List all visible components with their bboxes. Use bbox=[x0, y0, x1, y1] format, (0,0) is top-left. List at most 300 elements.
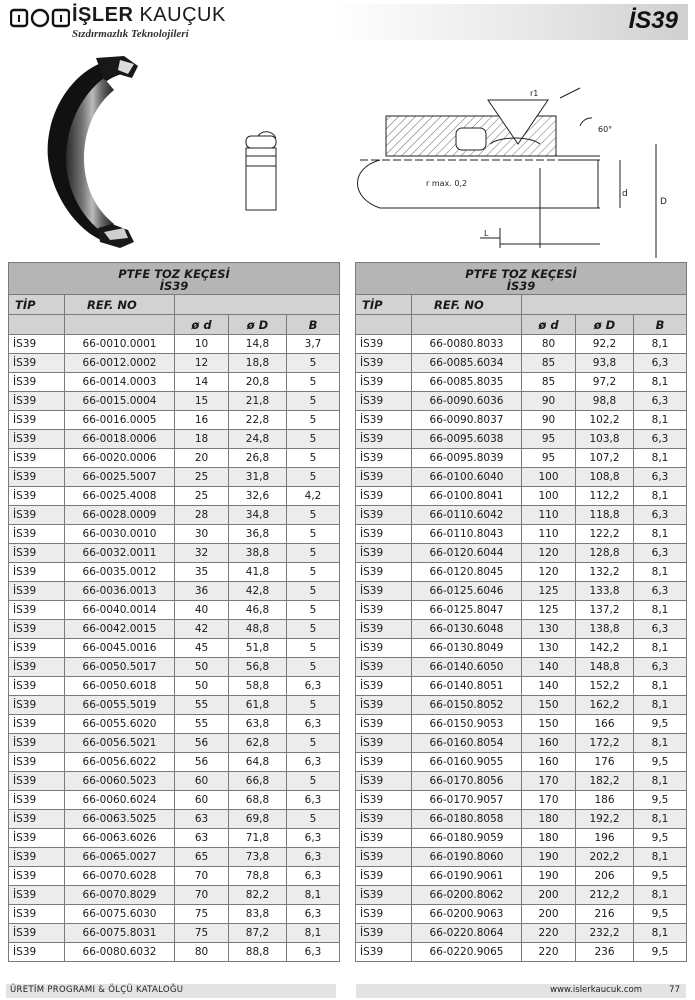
cell-ref-no: 66-0065.0027 bbox=[65, 848, 175, 867]
cell-outer-diameter: 38,8 bbox=[229, 544, 287, 563]
table-row bbox=[356, 905, 687, 924]
table-row bbox=[9, 753, 340, 772]
table-row bbox=[356, 430, 687, 449]
cell-tip: İS39 bbox=[356, 734, 412, 753]
brand-name: İŞLER KAUÇUK bbox=[72, 4, 226, 26]
cell-ref-no: 66-0140.8051 bbox=[412, 677, 522, 696]
cell-width: 8,1 bbox=[634, 525, 687, 544]
cell-tip: İS39 bbox=[9, 829, 65, 848]
footer-catalog-title: ÜRETİM PROGRAMI & ÖLÇÜ KATALOĞU bbox=[10, 985, 184, 995]
col-dims-header bbox=[522, 295, 687, 315]
table-row bbox=[356, 696, 687, 715]
cell-inner-diameter: 190 bbox=[522, 848, 576, 867]
cell-outer-diameter: 142,2 bbox=[576, 639, 634, 658]
cell-ref-no: 66-0130.8049 bbox=[412, 639, 522, 658]
cell-inner-diameter: 220 bbox=[522, 924, 576, 943]
cell-inner-diameter: 60 bbox=[175, 772, 229, 791]
cell-ref-no: 66-0170.9057 bbox=[412, 791, 522, 810]
cell-width: 5 bbox=[287, 506, 340, 525]
page-footer bbox=[0, 982, 695, 1000]
cell-outer-diameter: 98,8 bbox=[576, 392, 634, 411]
cell-tip: İS39 bbox=[356, 715, 412, 734]
cell-tip: İS39 bbox=[356, 411, 412, 430]
cell-ref-no: 66-0045.0016 bbox=[65, 639, 175, 658]
cell-inner-diameter: 85 bbox=[522, 354, 576, 373]
cell-width: 8,1 bbox=[634, 772, 687, 791]
cell-ref-no: 66-0018.0006 bbox=[65, 430, 175, 449]
cell-inner-diameter: 75 bbox=[175, 905, 229, 924]
cell-inner-diameter: 10 bbox=[175, 335, 229, 354]
company-logo-icon bbox=[10, 6, 70, 30]
cell-outer-diameter: 162,2 bbox=[576, 696, 634, 715]
cell-inner-diameter: 150 bbox=[522, 696, 576, 715]
cell-width: 5 bbox=[287, 392, 340, 411]
cell-ref-no: 66-0120.6044 bbox=[412, 544, 522, 563]
cell-width: 6,3 bbox=[634, 544, 687, 563]
cell-width: 8,1 bbox=[287, 886, 340, 905]
table-row bbox=[356, 924, 687, 943]
table-row bbox=[9, 373, 340, 392]
cell-tip: İS39 bbox=[9, 639, 65, 658]
cell-ref-no: 66-0090.8037 bbox=[412, 411, 522, 430]
cell-inner-diameter: 63 bbox=[175, 810, 229, 829]
col-D-header: ø D bbox=[576, 315, 634, 335]
table-row bbox=[356, 753, 687, 772]
table-row bbox=[356, 354, 687, 373]
cell-outer-diameter: 133,8 bbox=[576, 582, 634, 601]
cell-ref-no: 66-0075.6030 bbox=[65, 905, 175, 924]
cell-tip: İS39 bbox=[9, 354, 65, 373]
cell-tip: İS39 bbox=[9, 791, 65, 810]
cell-ref-no: 66-0020.0006 bbox=[65, 449, 175, 468]
cell-width: 8,1 bbox=[634, 810, 687, 829]
cell-inner-diameter: 125 bbox=[522, 582, 576, 601]
table-row bbox=[356, 563, 687, 582]
cell-width: 5 bbox=[287, 734, 340, 753]
cell-outer-diameter: 102,2 bbox=[576, 411, 634, 430]
cell-tip: İS39 bbox=[356, 829, 412, 848]
cell-width: 6,3 bbox=[287, 715, 340, 734]
cell-ref-no: 66-0060.6024 bbox=[65, 791, 175, 810]
cell-width: 8,1 bbox=[634, 449, 687, 468]
cell-width: 8,1 bbox=[634, 487, 687, 506]
table-row bbox=[9, 487, 340, 506]
cell-outer-diameter: 192,2 bbox=[576, 810, 634, 829]
cell-inner-diameter: 70 bbox=[175, 886, 229, 905]
footer-right-bar bbox=[356, 984, 686, 998]
cell-ref-no: 66-0063.6026 bbox=[65, 829, 175, 848]
table-row bbox=[9, 430, 340, 449]
cell-width: 9,5 bbox=[634, 829, 687, 848]
cell-outer-diameter: 42,8 bbox=[229, 582, 287, 601]
cell-ref-no: 66-0036.0013 bbox=[65, 582, 175, 601]
cell-ref-no: 66-0075.8031 bbox=[65, 924, 175, 943]
cell-width: 5 bbox=[287, 658, 340, 677]
cell-tip: İS39 bbox=[9, 905, 65, 924]
cell-outer-diameter: 212,2 bbox=[576, 886, 634, 905]
cell-width: 5 bbox=[287, 354, 340, 373]
cell-inner-diameter: 30 bbox=[175, 525, 229, 544]
cell-inner-diameter: 42 bbox=[175, 620, 229, 639]
brand-tagline: Sızdırmazlık Teknolojileri bbox=[72, 28, 189, 40]
cell-inner-diameter: 125 bbox=[522, 601, 576, 620]
cell-ref-no: 66-0070.8029 bbox=[65, 886, 175, 905]
cell-tip: İS39 bbox=[356, 487, 412, 506]
cell-inner-diameter: 150 bbox=[522, 715, 576, 734]
cell-width: 9,5 bbox=[634, 943, 687, 962]
col-tip-header: TİP bbox=[356, 295, 412, 315]
cell-width: 6,3 bbox=[634, 354, 687, 373]
table-row bbox=[9, 639, 340, 658]
cell-width: 5 bbox=[287, 525, 340, 544]
cell-tip: İS39 bbox=[9, 753, 65, 772]
cell-ref-no: 66-0170.8056 bbox=[412, 772, 522, 791]
cell-tip: İS39 bbox=[9, 715, 65, 734]
cell-tip: İS39 bbox=[9, 563, 65, 582]
cell-outer-diameter: 36,8 bbox=[229, 525, 287, 544]
cell-tip: İS39 bbox=[9, 373, 65, 392]
cell-tip: İS39 bbox=[356, 373, 412, 392]
table-row bbox=[356, 601, 687, 620]
cell-inner-diameter: 180 bbox=[522, 829, 576, 848]
cell-inner-diameter: 70 bbox=[175, 867, 229, 886]
col-B-header: B bbox=[287, 315, 340, 335]
cell-tip: İS39 bbox=[9, 468, 65, 487]
cell-width: 6,3 bbox=[634, 620, 687, 639]
cell-inner-diameter: 63 bbox=[175, 829, 229, 848]
table-row bbox=[9, 867, 340, 886]
table-row bbox=[9, 335, 340, 354]
cell-inner-diameter: 15 bbox=[175, 392, 229, 411]
cell-outer-diameter: 18,8 bbox=[229, 354, 287, 373]
cell-tip: İS39 bbox=[9, 810, 65, 829]
cell-outer-diameter: 56,8 bbox=[229, 658, 287, 677]
cell-width: 8,1 bbox=[634, 639, 687, 658]
cell-outer-diameter: 83,8 bbox=[229, 905, 287, 924]
cell-tip: İS39 bbox=[356, 449, 412, 468]
cell-ref-no: 66-0042.0015 bbox=[65, 620, 175, 639]
cell-inner-diameter: 65 bbox=[175, 848, 229, 867]
cell-outer-diameter: 206 bbox=[576, 867, 634, 886]
cell-width: 8,1 bbox=[634, 335, 687, 354]
cell-inner-diameter: 220 bbox=[522, 943, 576, 962]
cell-inner-diameter: 75 bbox=[175, 924, 229, 943]
cell-ref-no: 66-0130.6048 bbox=[412, 620, 522, 639]
cell-tip: İS39 bbox=[356, 943, 412, 962]
cell-outer-diameter: 152,2 bbox=[576, 677, 634, 696]
cell-inner-diameter: 32 bbox=[175, 544, 229, 563]
cell-inner-diameter: 140 bbox=[522, 658, 576, 677]
cell-ref-no: 66-0220.9065 bbox=[412, 943, 522, 962]
cell-inner-diameter: 20 bbox=[175, 449, 229, 468]
cell-ref-no: 66-0012.0002 bbox=[65, 354, 175, 373]
cell-inner-diameter: 170 bbox=[522, 791, 576, 810]
cell-inner-diameter: 160 bbox=[522, 734, 576, 753]
cell-outer-diameter: 78,8 bbox=[229, 867, 287, 886]
table-row bbox=[9, 848, 340, 867]
table-row bbox=[9, 696, 340, 715]
cell-ref-no: 66-0056.5021 bbox=[65, 734, 175, 753]
cell-width: 5 bbox=[287, 772, 340, 791]
cell-width: 5 bbox=[287, 582, 340, 601]
cell-ref-no: 66-0063.5025 bbox=[65, 810, 175, 829]
col-d-header: ø d bbox=[175, 315, 229, 335]
product-code-bar bbox=[330, 4, 688, 40]
cell-inner-diameter: 28 bbox=[175, 506, 229, 525]
cell-tip: İS39 bbox=[356, 335, 412, 354]
col-ref-header: REF. NO bbox=[65, 295, 175, 315]
seal-3d-render bbox=[48, 56, 138, 248]
table-row bbox=[356, 772, 687, 791]
cell-width: 5 bbox=[287, 411, 340, 430]
table-row bbox=[9, 943, 340, 962]
cell-ref-no: 66-0040.0014 bbox=[65, 601, 175, 620]
cell-outer-diameter: 82,2 bbox=[229, 886, 287, 905]
cell-tip: İS39 bbox=[9, 544, 65, 563]
cell-tip: İS39 bbox=[356, 677, 412, 696]
table-row bbox=[9, 620, 340, 639]
table-row bbox=[356, 373, 687, 392]
cell-ref-no: 66-0150.8052 bbox=[412, 696, 522, 715]
table-row bbox=[9, 924, 340, 943]
cell-ref-no: 66-0180.9059 bbox=[412, 829, 522, 848]
label-angle: 60° bbox=[598, 125, 613, 134]
cell-ref-no: 66-0095.8039 bbox=[412, 449, 522, 468]
cell-width: 6,3 bbox=[287, 905, 340, 924]
table-row bbox=[356, 449, 687, 468]
table-row bbox=[9, 829, 340, 848]
cell-width: 6,3 bbox=[634, 468, 687, 487]
cell-inner-diameter: 55 bbox=[175, 696, 229, 715]
cell-tip: İS39 bbox=[9, 772, 65, 791]
table-row bbox=[356, 791, 687, 810]
table-row bbox=[9, 392, 340, 411]
cell-tip: İS39 bbox=[9, 886, 65, 905]
cell-outer-diameter: 87,2 bbox=[229, 924, 287, 943]
cell-width: 9,5 bbox=[634, 791, 687, 810]
cell-ref-no: 66-0085.6034 bbox=[412, 354, 522, 373]
cell-outer-diameter: 93,8 bbox=[576, 354, 634, 373]
cell-width: 8,1 bbox=[634, 924, 687, 943]
cell-outer-diameter: 122,2 bbox=[576, 525, 634, 544]
cell-ref-no: 66-0125.6046 bbox=[412, 582, 522, 601]
cell-tip: İS39 bbox=[9, 620, 65, 639]
cell-width: 8,1 bbox=[634, 373, 687, 392]
table-row bbox=[9, 905, 340, 924]
table-row bbox=[9, 772, 340, 791]
cell-outer-diameter: 118,8 bbox=[576, 506, 634, 525]
table-row bbox=[356, 639, 687, 658]
cell-inner-diameter: 170 bbox=[522, 772, 576, 791]
cell-tip: İS39 bbox=[9, 696, 65, 715]
left-size-table bbox=[8, 262, 340, 962]
cell-outer-diameter: 71,8 bbox=[229, 829, 287, 848]
col-blank bbox=[412, 315, 522, 335]
table-row bbox=[9, 506, 340, 525]
cell-outer-diameter: 103,8 bbox=[576, 430, 634, 449]
cell-tip: İS39 bbox=[356, 848, 412, 867]
cell-ref-no: 66-0028.0009 bbox=[65, 506, 175, 525]
cell-outer-diameter: 20,8 bbox=[229, 373, 287, 392]
col-blank bbox=[356, 315, 412, 335]
cell-ref-no: 66-0035.0012 bbox=[65, 563, 175, 582]
cell-ref-no: 66-0120.8045 bbox=[412, 563, 522, 582]
cell-outer-diameter: 68,8 bbox=[229, 791, 287, 810]
cell-inner-diameter: 25 bbox=[175, 487, 229, 506]
cell-width: 5 bbox=[287, 639, 340, 658]
cell-tip: İS39 bbox=[9, 449, 65, 468]
cell-width: 6,3 bbox=[634, 506, 687, 525]
cell-ref-no: 66-0100.6040 bbox=[412, 468, 522, 487]
cell-width: 6,3 bbox=[287, 791, 340, 810]
cell-tip: İS39 bbox=[356, 354, 412, 373]
cell-tip: İS39 bbox=[356, 867, 412, 886]
cell-inner-diameter: 45 bbox=[175, 639, 229, 658]
cell-outer-diameter: 34,8 bbox=[229, 506, 287, 525]
cell-tip: İS39 bbox=[356, 753, 412, 772]
cell-outer-diameter: 137,2 bbox=[576, 601, 634, 620]
cell-ref-no: 66-0080.8033 bbox=[412, 335, 522, 354]
cell-width: 9,5 bbox=[634, 753, 687, 772]
cell-tip: İS39 bbox=[356, 924, 412, 943]
cell-width: 5 bbox=[287, 449, 340, 468]
cell-outer-diameter: 88,8 bbox=[229, 943, 287, 962]
table-row bbox=[9, 468, 340, 487]
col-ref-header: REF. NO bbox=[412, 295, 522, 315]
cell-outer-diameter: 64,8 bbox=[229, 753, 287, 772]
cell-inner-diameter: 36 bbox=[175, 582, 229, 601]
table-row bbox=[356, 411, 687, 430]
cell-inner-diameter: 50 bbox=[175, 658, 229, 677]
table-row bbox=[9, 791, 340, 810]
cell-inner-diameter: 95 bbox=[522, 430, 576, 449]
cell-outer-diameter: 108,8 bbox=[576, 468, 634, 487]
cell-tip: İS39 bbox=[356, 582, 412, 601]
cell-tip: İS39 bbox=[356, 430, 412, 449]
cell-ref-no: 66-0070.6028 bbox=[65, 867, 175, 886]
table-row bbox=[9, 563, 340, 582]
col-dims-header bbox=[175, 295, 340, 315]
cell-outer-diameter: 46,8 bbox=[229, 601, 287, 620]
cell-outer-diameter: 51,8 bbox=[229, 639, 287, 658]
cell-width: 4,2 bbox=[287, 487, 340, 506]
cell-outer-diameter: 236 bbox=[576, 943, 634, 962]
cell-width: 5 bbox=[287, 430, 340, 449]
cell-width: 8,1 bbox=[634, 563, 687, 582]
cell-ref-no: 66-0060.5023 bbox=[65, 772, 175, 791]
table-row bbox=[9, 582, 340, 601]
cell-outer-diameter: 26,8 bbox=[229, 449, 287, 468]
cell-outer-diameter: 14,8 bbox=[229, 335, 287, 354]
label-L: L bbox=[484, 229, 489, 238]
table-row bbox=[9, 715, 340, 734]
technical-drawings bbox=[0, 48, 695, 258]
cell-width: 3,7 bbox=[287, 335, 340, 354]
cell-outer-diameter: 202,2 bbox=[576, 848, 634, 867]
cell-inner-diameter: 95 bbox=[522, 449, 576, 468]
cell-width: 9,5 bbox=[634, 905, 687, 924]
cell-tip: İS39 bbox=[356, 506, 412, 525]
cell-outer-diameter: 148,8 bbox=[576, 658, 634, 677]
cell-tip: İS39 bbox=[356, 563, 412, 582]
cell-width: 8,1 bbox=[634, 411, 687, 430]
cell-width: 6,3 bbox=[287, 943, 340, 962]
cell-tip: İS39 bbox=[356, 886, 412, 905]
product-code: İS39 bbox=[628, 7, 678, 34]
cell-ref-no: 66-0125.8047 bbox=[412, 601, 522, 620]
footer-website-link[interactable]: www.islerkaucuk.com bbox=[550, 985, 642, 995]
table-row bbox=[356, 335, 687, 354]
label-D: D bbox=[660, 197, 667, 207]
cell-outer-diameter: 31,8 bbox=[229, 468, 287, 487]
cell-width: 8,1 bbox=[634, 677, 687, 696]
cell-ref-no: 66-0160.8054 bbox=[412, 734, 522, 753]
table-row bbox=[356, 715, 687, 734]
cell-outer-diameter: 48,8 bbox=[229, 620, 287, 639]
cell-outer-diameter: 41,8 bbox=[229, 563, 287, 582]
table-row bbox=[9, 658, 340, 677]
cell-outer-diameter: 62,8 bbox=[229, 734, 287, 753]
cell-ref-no: 66-0050.6018 bbox=[65, 677, 175, 696]
cell-ref-no: 66-0030.0010 bbox=[65, 525, 175, 544]
cell-outer-diameter: 132,2 bbox=[576, 563, 634, 582]
table-row bbox=[356, 506, 687, 525]
cell-ref-no: 66-0200.9063 bbox=[412, 905, 522, 924]
cell-ref-no: 66-0010.0001 bbox=[65, 335, 175, 354]
cell-outer-diameter: 112,2 bbox=[576, 487, 634, 506]
col-d-header: ø d bbox=[522, 315, 576, 335]
label-r1: r1 bbox=[530, 89, 539, 98]
cell-ref-no: 66-0055.5019 bbox=[65, 696, 175, 715]
page-header bbox=[0, 0, 695, 48]
cell-inner-diameter: 85 bbox=[522, 373, 576, 392]
table-row bbox=[356, 886, 687, 905]
cell-outer-diameter: 166 bbox=[576, 715, 634, 734]
table-row bbox=[356, 848, 687, 867]
cell-inner-diameter: 80 bbox=[522, 335, 576, 354]
cell-ref-no: 66-0140.6050 bbox=[412, 658, 522, 677]
cell-outer-diameter: 58,8 bbox=[229, 677, 287, 696]
table-row bbox=[356, 525, 687, 544]
table-row bbox=[9, 411, 340, 430]
cell-tip: İS39 bbox=[356, 791, 412, 810]
cell-ref-no: 66-0025.5007 bbox=[65, 468, 175, 487]
cell-tip: İS39 bbox=[9, 867, 65, 886]
table-row bbox=[356, 677, 687, 696]
cell-inner-diameter: 16 bbox=[175, 411, 229, 430]
cell-inner-diameter: 120 bbox=[522, 563, 576, 582]
cell-ref-no: 66-0190.8060 bbox=[412, 848, 522, 867]
cell-tip: İS39 bbox=[356, 772, 412, 791]
cell-tip: İS39 bbox=[9, 734, 65, 753]
cell-width: 5 bbox=[287, 696, 340, 715]
table-title: PTFE TOZ KEÇESİ İS39 bbox=[356, 263, 687, 295]
cell-tip: İS39 bbox=[356, 810, 412, 829]
col-D-header: ø D bbox=[229, 315, 287, 335]
cell-tip: İS39 bbox=[9, 601, 65, 620]
cell-outer-diameter: 69,8 bbox=[229, 810, 287, 829]
cell-inner-diameter: 180 bbox=[522, 810, 576, 829]
cell-outer-diameter: 61,8 bbox=[229, 696, 287, 715]
cell-tip: İS39 bbox=[356, 468, 412, 487]
cell-inner-diameter: 90 bbox=[522, 411, 576, 430]
cell-width: 8,1 bbox=[634, 696, 687, 715]
seal-cross-section bbox=[246, 132, 276, 210]
cell-ref-no: 66-0050.5017 bbox=[65, 658, 175, 677]
cell-tip: İS39 bbox=[9, 658, 65, 677]
cell-width: 5 bbox=[287, 620, 340, 639]
cell-width: 6,3 bbox=[634, 392, 687, 411]
